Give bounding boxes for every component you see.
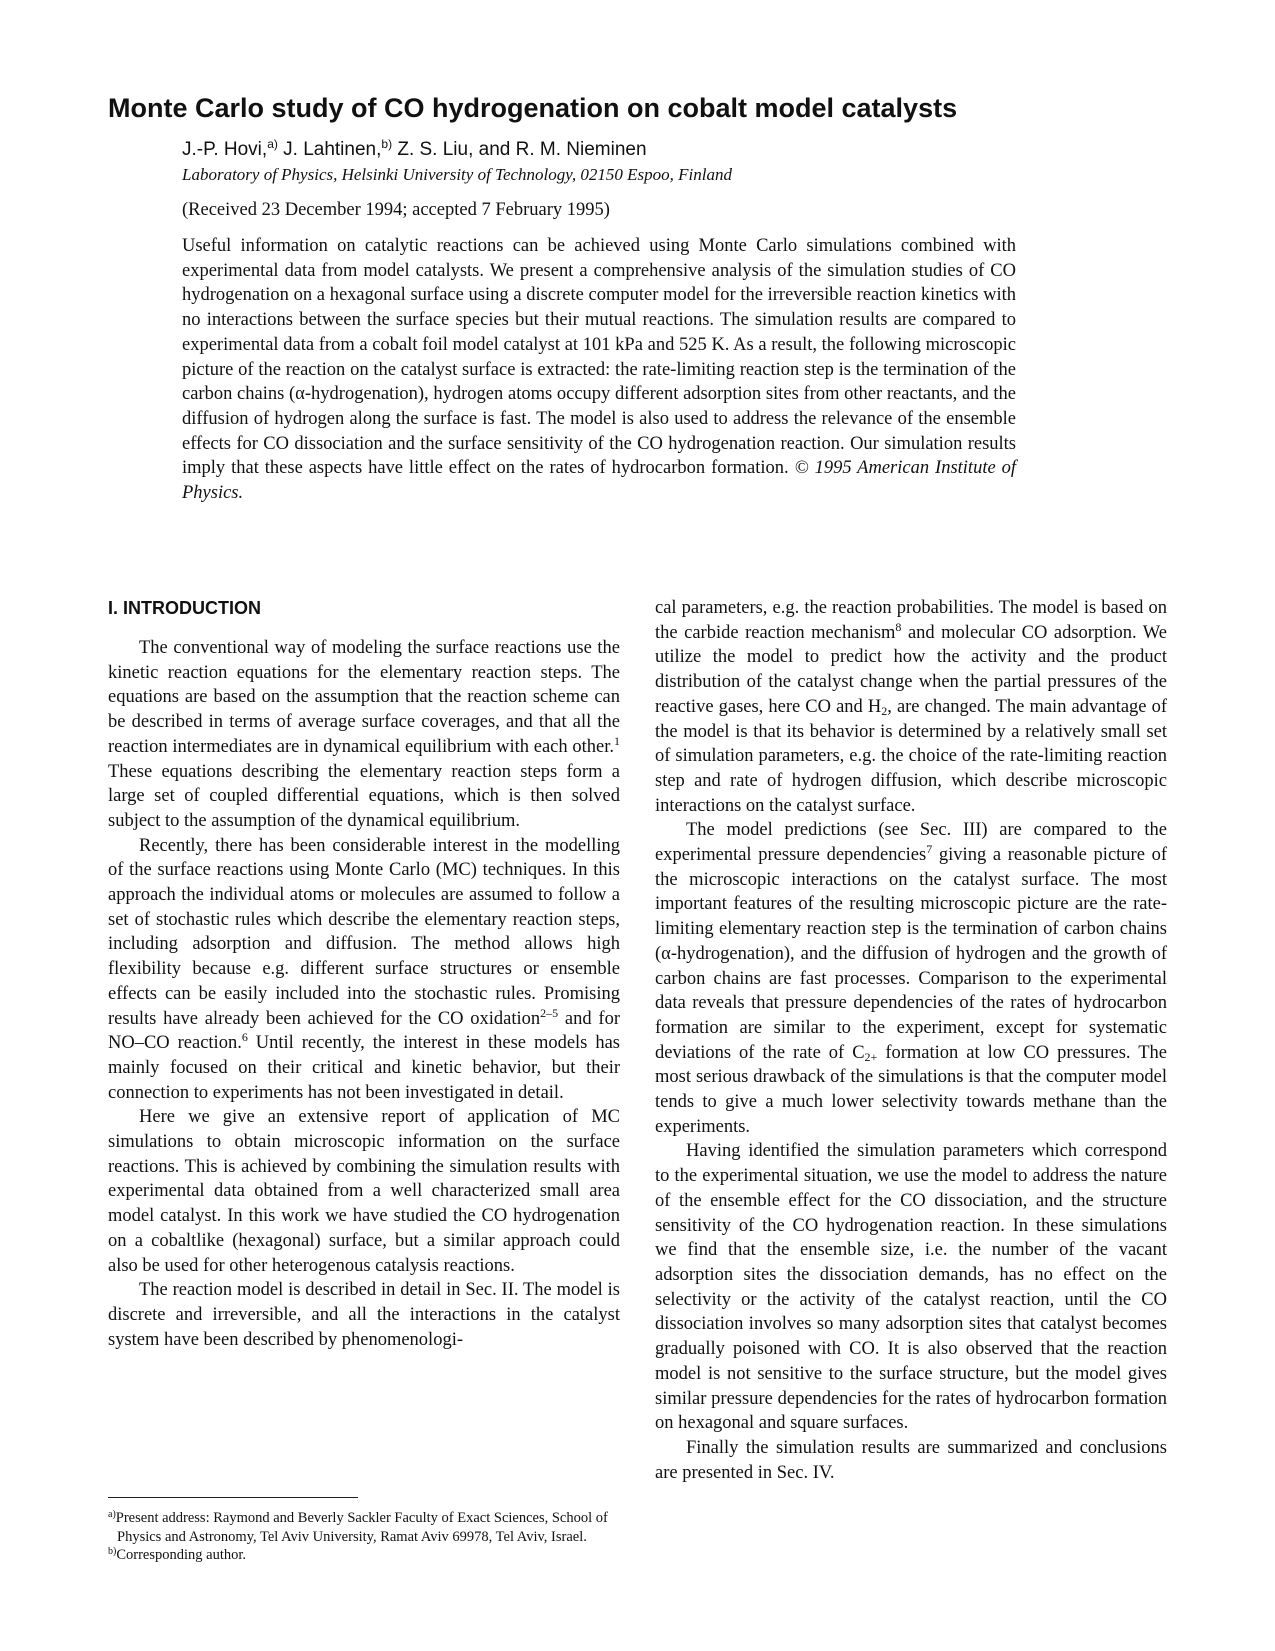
author-mark-b: b) xyxy=(381,137,393,151)
intro-paragraph-3: Here we give an extensive report of application of MC simulations to obtain microscopic information on the surface reactions. This is achieved by combining the simulation results with experimental data obtained from a well characterized small area model catalyst. In this work we have studied the CO hydrogenation on a cobaltlike (hexagonal) surface, but a similar approach could also be used for other heterogenous catalysis reactions. xyxy=(108,1107,620,1276)
intro-paragraph-5: The model predictions (see Sec. III) are compared to the experimental pressure dependencies$^7$ giving a reasonable picture of the microscopic interactions on the catalyst surface. The most important features of the resulting microscopic picture are the rate-limiting elementary reaction step is the termination of carbon chains (α-hydrogenation), and the diffusion of hydrogen and the growth of carbon chains are fast processes. Comparison to the experimental data reveals that pressure dependencies of the rates of hydrocarbon formation are similar to the experiment, except for systematic deviations of the rate of $C_{2+}$ formation at low CO pressures. The most serious drawback of the simulations is that the computer model tends to give a much lower selectivity towards methane than the experiments. xyxy=(655,820,1168,1137)
citation-ref: 1 xyxy=(614,733,620,748)
paper-title: Monte Carlo study of CO hydrogenation on cobalt model catalysts xyxy=(108,93,958,123)
footnote-mark: a) xyxy=(108,1509,116,1520)
subscript: 2 xyxy=(881,703,888,718)
intro-paragraph-4: The reaction model is described in detail in Sec. II. The model is discrete and irreversible, and all the interactions in the catalyst system have been described by phenomenologi- xyxy=(108,1280,620,1350)
intro-paragraph-7: Finally the simulation results are summarized and conclusions are presented in Sec. IV. xyxy=(655,1437,1167,1483)
received-dates: (Received 23 December 1994; accepted 7 February 1995) xyxy=(182,200,610,220)
intro-paragraph-4-cont: cal parameters, e.g. the reaction probabilities. The model is based on the carbide reaction mechanism$^8$ and molecular CO adsorption. We utilize the model to predict how the activity and the product distribution of the catalyst change when the partial pressures of the reactive gases, here CO and $H_2$, are changed. The main advantage of the model is that its behavior is determined by a relatively small set of simulation parameters, e.g. the choice of the rate-limiting reaction step and rate of hydrogen diffusion, which describe microscopic interactions on the catalyst surface. xyxy=(655,598,1167,816)
abstract xyxy=(182,234,1016,506)
abstract-text: Useful information on catalytic reactions can be achieved using Monte Carlo simulations combined with experimental data from model catalysts. We present a comprehensive analysis of the simulation studies of CO hydrogenation on a hexagonal surface using a discrete computer model for the irreversible reaction kinetics with no interactions between the surface species but their mutual reactions. The simulation results are compared to experimental data from a cobalt foil model catalyst at 101 kPa and 525 K. As a result, the following microscopic picture of the reaction on the catalyst surface is extracted: the rate-limiting reaction step is the termination of the carbon chains (α-hydrogenation), hydrogen atoms occupy different adsorption sites from other reactants, and the diffusion of hydrogen along the surface is fast. The model is also used to address the relevance of the ensemble effects for CO dissociation and the surface sensitivity of the CO hydrogenation reaction. Our simulation results imply that these aspects have little effect on the rates of hydrocarbon formation. xyxy=(182,236,1016,479)
footnote-b: $^{b)}$Corresponding author. xyxy=(108,1546,247,1564)
citation-ref: 2–5 xyxy=(540,1005,559,1020)
intro-paragraph-1: The conventional way of modeling the surface reactions use the kinetic reaction equations for the elementary reaction steps. The equations are based on the assumption that the reaction scheme can be described in terms of average surface coverages, and that all the reaction intermediates are in dynamical equilibrium with each other.$^1$ These equations describing the elementary reaction steps form a large set of coupled differential equations, which is then solved subject to the assumption of the dynamical equilibrium. xyxy=(108,638,620,831)
section-heading: I. INTRODUCTION xyxy=(108,598,261,618)
subscript: 2+ xyxy=(864,1049,878,1064)
right-column xyxy=(655,596,1167,1485)
intro-paragraph-6: Having identified the simulation parameters which correspond to the experimental situation, we use the model to address the nature of the ensemble effect for the CO dissociation, and the structure sensitivity of the CO hydrogenation reaction. In these simulations we find that the ensemble size, i.e. the number of the vacant adsorption sites the dissociation demands, has no effect on the selectivity or the activity of the catalyst reaction, until the CO dissociation involves so many adsorption sites that catalyst becomes gradually poisoned with CO. It is also observed that the reaction model is not sensitive to the surface structure, but the model gives similar pressure dependencies for the rates of hydrocarbon formation on hexagonal and square surfaces. xyxy=(655,1141,1167,1434)
author-hovi: J.-P. Hovi, xyxy=(182,139,268,160)
left-column xyxy=(108,636,620,1352)
affiliation: Laboratory of Physics, Helsinki University of Technology, 02150 Espoo, Finland xyxy=(182,165,732,184)
copyright-notice: © 1995 American Institute of Physics. xyxy=(182,458,1016,504)
citation-ref: 8 xyxy=(895,619,902,634)
footnote-divider xyxy=(108,1497,358,1498)
footnote-mark: b) xyxy=(108,1546,117,1558)
author-mark-a: a) xyxy=(267,137,278,151)
intro-paragraph-2: Recently, there has been considerable interest in the modelling of the surface reactions using Monte Carlo (MC) techniques. In this approach the individual atoms or molecules are assumed to follow a set of stochastic rules which describe the elementary reaction steps, including adsorption and diffusion. The method allows high flexibility because e.g. different surface structures or ensemble effects can be easily included into the stochastic rules. Promising results have already been achieved for the CO oxidation$^{2-5}$ and for NO–CO reaction.$^6$ Until recently, the interest in these models has mainly focused on their critical and kinetic behavior, but their connection to experiments has not been investigated in detail. xyxy=(108,835,620,1103)
author-rest: Z. S. Liu, and R. M. Nieminen xyxy=(392,139,647,160)
author-list xyxy=(182,138,647,162)
author-lahtinen: J. Lahtinen, xyxy=(277,139,382,160)
footnotes xyxy=(108,1509,620,1565)
citation-ref: 7 xyxy=(926,842,933,857)
citation-ref: 6 xyxy=(241,1030,248,1045)
footnote-a: $^{a)}$Present address: Raymond and Beverly Sackler Faculty of Exact Sciences, School of Physics and Astronomy, Tel Aviv University, Ramat Aviv 69978, Tel Aviv, Israel. xyxy=(108,1509,608,1545)
